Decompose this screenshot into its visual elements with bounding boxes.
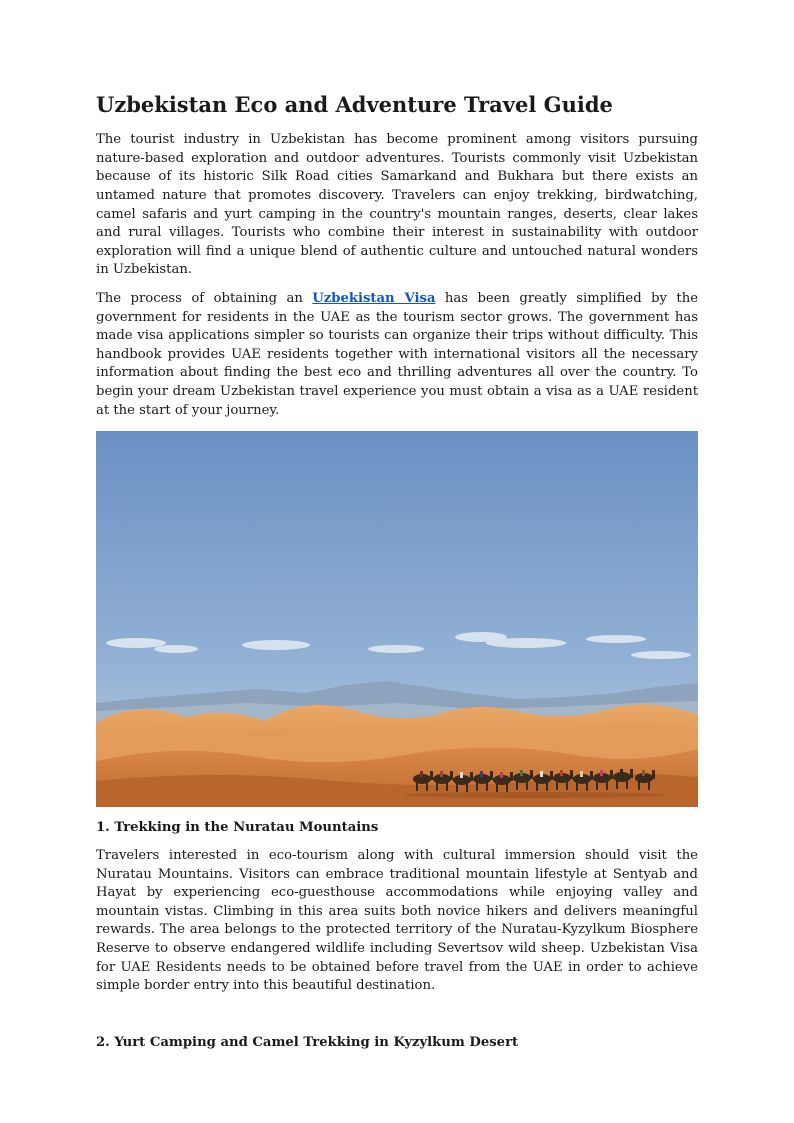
- visa-text-before: The process of obtaining an: [96, 290, 313, 306]
- intro-paragraph: The tourist industry in Uzbekistan has become prominent among visitors pursuing nature-based exploration and outdoor adventures. Tourists commonly visit Uzbekistan because of its historic Silk Road cities Samarkand and Bukhara but there exists an untamed nature that promotes discovery. Travelers can enjoy trekking, birdwatching, camel safaris and yurt camping in the country's mountain ranges, deserts, clear lakes and rural villages. Tourists who combine their interest in sustainability with outdoor exploration will find a unique blend of authentic culture and untouched natural wonders in Uzbekistan.: [96, 132, 698, 278]
- desert-camel-caravan-photo: [96, 431, 698, 807]
- section-spacer: [96, 1006, 698, 1034]
- uzbekistan-visa-link[interactable]: Uzbekistan Visa: [312, 290, 436, 306]
- visa-paragraph: [96, 290, 698, 420]
- page-title: Uzbekistan Eco and Adventure Travel Guide: [96, 92, 613, 117]
- visa-text-after: has been greatly simplified by the government for residents in the UAE as the tourism sector grows. The government has made visa applications simpler so tourists can organize their trips without difficulty. This handbook provides UAE residents together with international visitors all the necessary information about finding the best eco and thrilling adventures all over the country. To begin your dream Uzbekistan travel experience you must obtain a visa as a UAE resident at the start of your journey.: [96, 290, 699, 418]
- section-2-heading: 2. Yurt Camping and Camel Trekking in Kyzylkum Desert: [96, 1034, 519, 1050]
- section-1-body: Travelers interested in eco-tourism along with cultural immersion should visit the Nuratau Mountains. Visitors can embrace traditional mountain lifestyle at Sentyab and Hayat by experiencing eco-guesthouse accommodations while enjoying valley and mountain vistas. Climbing in this area suits both novice hikers and delivers meaningful rewards. The area belongs to the protected territory of the Nuratau-Kyzylkum Biosphere Reserve to observe endangered wildlife including Severtsov wild sheep. Uzbekistan Visa for UAE Residents needs to be obtained before travel from the UAE in order to achieve simple border entry into this beautiful destination.: [96, 848, 698, 994]
- section-1-heading: 1. Trekking in the Nuratau Mountains: [96, 820, 379, 836]
- document-page: [96, 92, 698, 1062]
